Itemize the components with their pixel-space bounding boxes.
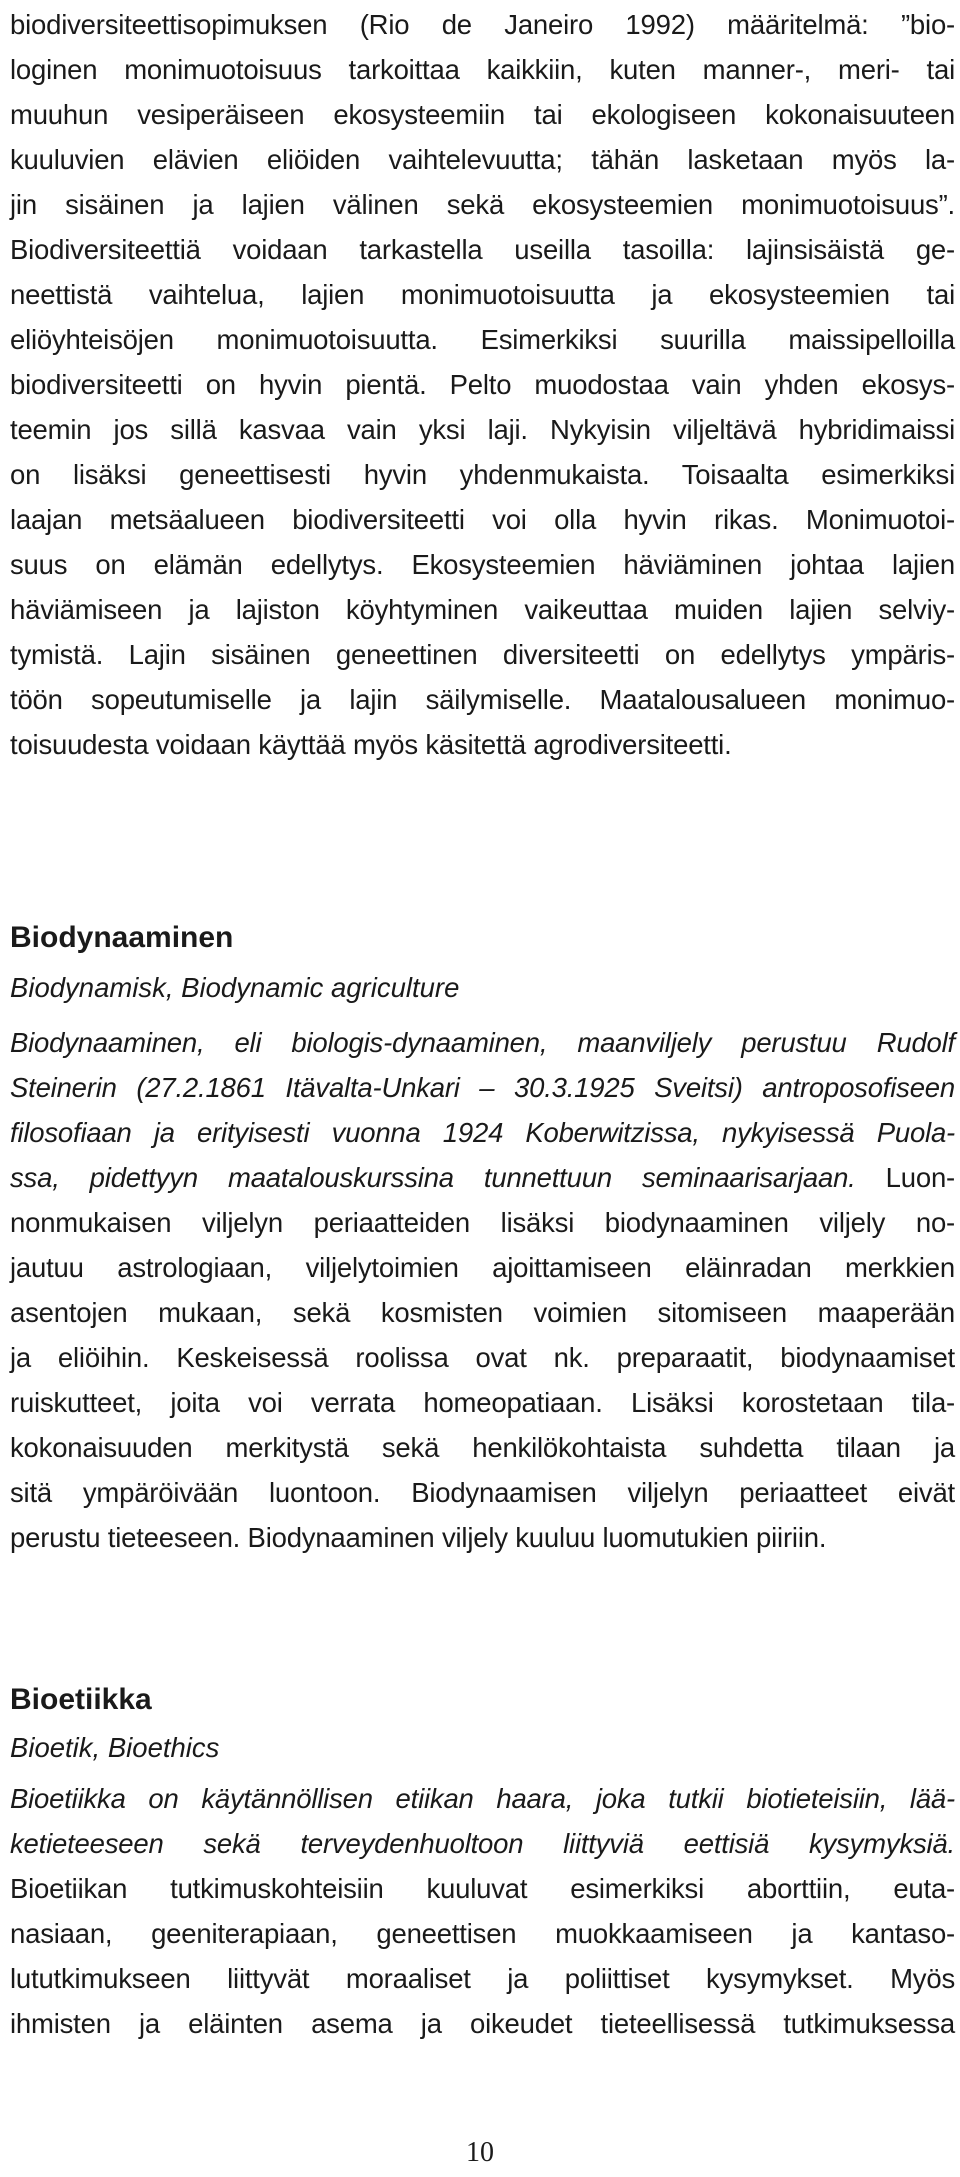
intro-line: muuhun vesiperäiseen ekosysteemiin tai ekologiseen kokonaisuuteen — [10, 99, 955, 130]
intro-line: neettistä vaihtelua, lajien monimuotoisuutta ja ekosysteemien tai — [10, 279, 955, 310]
body-line: ihmisten ja eläinten asema ja oikeudet tieteellisessä tutkimuksessa — [10, 2008, 955, 2039]
intro-line: eliöyhteisöjen monimuotoisuutta. Esimerkiksi suurilla maissipelloilla — [10, 324, 955, 355]
definition-line: Bioetiikka on käytännöllisen etiikan haara, joka tutkii biotieteisiin, lää- — [10, 1783, 955, 1814]
body-line: nonmukaisen viljelyn periaatteiden lisäksi biodynaaminen viljely no- — [10, 1207, 955, 1238]
intro-line: Biodiversiteettiä voidaan tarkastella useilla tasoilla: lajinsisäistä ge- — [10, 234, 955, 265]
definition-line: filosofiaan ja erityisesti vuonna 1924 Koberwitzissa, nykyisessä Puola- — [10, 1117, 955, 1148]
intro-line: biodiversiteettisopimuksen (Rio de Janeiro 1992) määritelmä: ”bio- — [10, 9, 955, 40]
intro-line: toisuudesta voidaan käyttää myös käsitettä agrodiversiteetti. — [10, 729, 732, 760]
section-heading-biodynaaminen: Biodynaaminen — [10, 921, 234, 954]
intro-line: häviämiseen ja lajiston köyhtyminen vaikeuttaa muiden lajien selviy- — [10, 594, 955, 625]
intro-line: kuuluvien elävien eliöiden vaihtelevuutta; tähän lasketaan myös la- — [10, 144, 955, 175]
body-line: sitä ympäröivään luontoon. Biodynaamisen viljelyn periaatteet eivät — [10, 1477, 955, 1508]
definition-line-mixed — [10, 1155, 955, 1200]
definition-line-italic-part: ssa, pidettyyn maatalouskurssina tunnettuun seminaarisarjaan. — [10, 1162, 856, 1193]
intro-line: loginen monimuotoisuus tarkoittaa kaikkiin, kuten manner-, meri- tai — [10, 54, 955, 85]
intro-line: teemin jos sillä kasvaa vain yksi laji. Nykyisin viljeltävä hybridimaissi — [10, 414, 955, 445]
body-line: jautuu astrologiaan, viljelytoimien ajoittamiseen eläinradan merkkien — [10, 1252, 955, 1283]
definition-line: ketieteeseen sekä terveydenhuoltoon liittyviä eettisiä kysymyksiä. — [10, 1828, 955, 1859]
definition-line: Steinerin (27.2.1861 Itävalta-Unkari – 30.3.1925 Sveitsi) antroposofiseen — [10, 1072, 955, 1103]
page-number: 10 — [466, 2137, 494, 2168]
section-subtitle-bioetiikka: Bioetik, Bioethics — [10, 1732, 220, 1763]
intro-line: laajan metsäalueen biodiversiteetti voi olla hyvin rikas. Monimuotoi- — [10, 504, 955, 535]
intro-line: töön sopeutumiselle ja lajin säilymiselle. Maatalousalueen monimuo- — [10, 684, 955, 715]
section-subtitle-biodynaaminen: Biodynamisk, Biodynamic agriculture — [10, 972, 460, 1003]
body-line: asentojen mukaan, sekä kosmisten voimien sitomiseen maaperään — [10, 1297, 955, 1328]
biodynaaminen-paragraph — [10, 1020, 955, 1560]
bioetiikka-paragraph — [10, 1776, 955, 2046]
intro-line: tymistä. Lajin sisäinen geneettinen diversiteetti on edellytys ympäris- — [10, 639, 955, 670]
body-line: nasiaan, geeniterapiaan, geneettisen muokkaamiseen ja kantaso- — [10, 1918, 955, 1949]
body-line: lututkimukseen liittyvät moraaliset ja poliittiset kysymykset. Myös — [10, 1963, 955, 1994]
intro-paragraph — [10, 2, 955, 767]
definition-line-upright-part: Luon- — [855, 1162, 955, 1193]
body-line: ja eliöihin. Keskeisessä roolissa ovat nk. preparaatit, biodynaamiset — [10, 1342, 955, 1373]
intro-line: biodiversiteetti on hyvin pientä. Pelto muodostaa vain yhden ekosys- — [10, 369, 955, 400]
intro-line: on lisäksi geneettisesti hyvin yhdenmukaista. Toisaalta esimerkiksi — [10, 459, 955, 490]
body-line: Bioetiikan tutkimuskohteisiin kuuluvat esimerkiksi aborttiin, euta- — [10, 1873, 955, 1904]
body-line: perustu tieteeseen. Biodynaaminen viljely kuuluu luomutukien piiriin. — [10, 1522, 827, 1553]
body-line: ruiskutteet, joita voi verrata homeopatiaan. Lisäksi korostetaan tila- — [10, 1387, 955, 1418]
intro-line: suus on elämän edellytys. Ekosysteemien häviäminen johtaa lajien — [10, 549, 955, 580]
definition-line: Biodynaaminen, eli biologis-dynaaminen, maanviljely perustuu Rudolf — [10, 1027, 955, 1058]
body-line: kokonaisuuden merkitystä sekä henkilökohtaista suhdetta tilaan ja — [10, 1432, 955, 1463]
section-heading-bioetiikka: Bioetiikka — [10, 1683, 152, 1716]
intro-line: jin sisäinen ja lajien välinen sekä ekosysteemien monimuotoisuus”. — [10, 189, 955, 220]
